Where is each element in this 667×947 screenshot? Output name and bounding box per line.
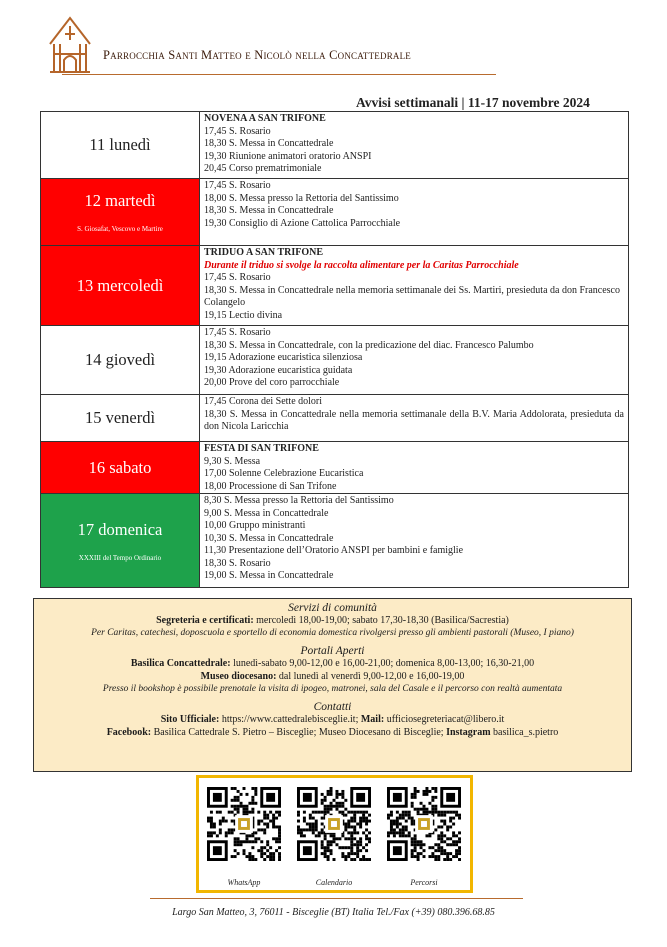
event-item: 17,45 S. Rosario bbox=[204, 272, 271, 283]
day-row bbox=[41, 326, 629, 395]
event-item: 11,30 Presentazione dell’Oratorio ANSPI per bambini e famiglie bbox=[204, 545, 464, 556]
contacts-heading: Contatti bbox=[313, 701, 352, 713]
events-cell bbox=[200, 442, 629, 494]
footer-address: Largo San Matteo, 3, 76011 - Bisceglie (BT) Italia Tel./Fax (+39) 080.396.68.85 bbox=[172, 907, 495, 918]
events-cell bbox=[200, 395, 629, 442]
event-item: 19,30 Adorazione eucaristica guidata bbox=[204, 364, 353, 376]
weekly-notices-title: Avvisi settimanali | 11-17 novembre 2024 bbox=[356, 95, 590, 110]
events-cell bbox=[200, 246, 629, 326]
day-label: 11 lunedì bbox=[89, 135, 151, 154]
day-label: 16 sabato bbox=[88, 457, 152, 477]
event-item: 17,45 S. Rosario bbox=[204, 125, 271, 137]
events-cell bbox=[200, 326, 629, 395]
event-item: 17,00 Solenne Celebrazione Eucaristica bbox=[204, 468, 364, 479]
footer-divider bbox=[150, 898, 523, 899]
secretariat-line: Segreteria e certificati: mercoledì 18,00-19,00; sabato 17,30-18,30 (Basilica/Sacrestia) bbox=[156, 615, 509, 626]
day-cell bbox=[41, 494, 200, 588]
parish-name: Parrocchia Santi Matteo e Nicolò nella Concattedrale bbox=[103, 48, 412, 62]
day-label: 17 domenica bbox=[77, 519, 163, 539]
day-label: 13 mercoledì bbox=[76, 275, 164, 295]
day-row bbox=[41, 395, 629, 442]
church-logo-icon bbox=[46, 14, 94, 74]
caritas-line: Per Caritas, catechesi, doposcuola e sportello di economia domestica rivolgersi presso gli ambienti pastorali (Museo, I piano) bbox=[91, 628, 574, 638]
event-heading: TRIDUO A SAN TRIFONE bbox=[204, 247, 324, 258]
services-heading: Servizi di comunità bbox=[288, 602, 377, 614]
day-label: 15 venerdì bbox=[84, 408, 156, 427]
event-item: 10,00 Gruppo ministranti bbox=[204, 520, 306, 531]
weekly-schedule-table bbox=[40, 111, 629, 588]
event-item: 17,45 Corona dei Sette dolori bbox=[204, 396, 323, 407]
event-item: 20,45 Corso prematrimoniale bbox=[204, 163, 322, 174]
event-item: 18,30 S. Messa in Concattedrale bbox=[204, 205, 334, 216]
open-portals-heading: Portali Aperti bbox=[300, 645, 365, 657]
website-mail-line: Sito Ufficiale: https://www.cattedralebisceglie.it; Mail: ufficiosegreteriacat@libero.it bbox=[160, 714, 505, 725]
qr-label-routes: Percorsi bbox=[410, 878, 438, 887]
event-heading: NOVENA A SAN TRIFONE bbox=[204, 113, 326, 124]
day-row bbox=[41, 246, 629, 326]
day-subtitle: XXXIII del Tempo Ordinario bbox=[78, 553, 162, 562]
calendar-qr-code[interactable] bbox=[297, 787, 371, 861]
day-cell bbox=[41, 246, 200, 326]
event-item: 19,00 S. Messa in Concattedrale bbox=[204, 570, 334, 581]
routes-qr-code[interactable] bbox=[387, 787, 461, 861]
event-item: 18,30 S. Messa in Concattedrale nella memoria settimanale dei Ss. Martiri, presieduta da don Francesco Colangelo bbox=[204, 284, 620, 308]
event-item: 17,45 S. Rosario bbox=[204, 180, 271, 191]
whatsapp-qr-code[interactable] bbox=[207, 787, 281, 861]
day-cell bbox=[41, 442, 200, 494]
day-cell bbox=[41, 395, 200, 442]
events-cell bbox=[200, 112, 629, 179]
event-item: 10,30 S. Messa in Concattedrale bbox=[204, 532, 334, 544]
events-cell bbox=[200, 494, 629, 588]
day-row bbox=[41, 494, 629, 588]
qr-codes-box bbox=[196, 775, 473, 893]
event-item: 18,00 S. Messa presso la Rettoria del Santissimo bbox=[204, 192, 399, 204]
day-row bbox=[41, 112, 629, 179]
event-item: 19,30 Riunione animatori oratorio ANSPI bbox=[204, 150, 372, 162]
event-item: 17,45 S. Rosario bbox=[204, 327, 271, 338]
header-divider bbox=[62, 74, 496, 75]
event-item: 20,00 Prove del coro parrocchiale bbox=[204, 377, 340, 388]
event-heading: FESTA DI SAN TRIFONE bbox=[204, 443, 319, 454]
museum-hours-line: Museo diocesano: dal lunedì al venerdì 9,00-12,00 e 16,00-19,00 bbox=[200, 671, 465, 682]
day-subtitle: S. Giosafat, Vescovo e Martire bbox=[77, 225, 163, 233]
event-item: 18,30 S. Rosario bbox=[204, 557, 271, 569]
day-label: 14 giovedì bbox=[84, 350, 156, 369]
bookshop-line: Presso il bookshop è possibile prenotale la visita di ipogeo, matronei, sala del Casale e il percorso con realtà aumentata bbox=[102, 684, 563, 694]
event-item: 19,30 Consiglio di Azione Cattolica Parrocchiale bbox=[204, 217, 401, 229]
event-item: 9,30 S. Messa bbox=[204, 455, 261, 467]
event-item: 9,00 S. Messa in Concattedrale bbox=[204, 507, 329, 519]
day-row bbox=[41, 442, 629, 494]
day-row bbox=[41, 179, 629, 246]
email-link[interactable]: ufficiosegreteriacat@libero.it bbox=[384, 714, 505, 725]
social-line: Facebook: Basilica Cattedrale S. Pietro – Bisceglie; Museo Diocesano di Bisceglie; Instagram basilica_s.pietro bbox=[106, 727, 559, 738]
day-label: 12 martedì bbox=[84, 191, 156, 210]
event-item: 18,30 S. Messa in Concattedrale, con la predicazione del diac. Francesco Palumbo bbox=[204, 339, 534, 351]
event-item: 8,30 S. Messa presso la Rettoria del Santissimo bbox=[204, 495, 394, 506]
day-cell bbox=[41, 112, 200, 179]
qr-label-whatsapp: WhatsApp bbox=[227, 878, 261, 887]
event-item: 19,15 Adorazione eucaristica silenziosa bbox=[204, 352, 363, 363]
event-note: Durante il triduo si svolge la raccolta alimentare per la Caritas Parrocchiale bbox=[204, 259, 519, 271]
basilica-hours-line: Basilica Concattedrale: lunedì-sabato 9,00-12,00 e 16,00-21,00; domenica 8,00-13,00; 16,30-21,00 bbox=[130, 658, 535, 669]
event-item: 18,30 S. Messa in Concattedrale bbox=[204, 138, 334, 149]
event-item: 18,30 S. Messa in Concattedrale nella memoria settimanale della B.V. Maria Addolorata, presieduta da don Nicola Laricchia bbox=[204, 408, 624, 432]
day-cell bbox=[41, 179, 200, 246]
events-cell bbox=[200, 179, 629, 246]
day-cell bbox=[41, 326, 200, 395]
event-item: 19,15 Lectio divina bbox=[204, 309, 283, 321]
services-panel bbox=[33, 598, 632, 772]
event-item: 18,00 Processione di San Trifone bbox=[204, 480, 337, 492]
qr-label-calendar: Calendario bbox=[315, 878, 353, 887]
website-link[interactable]: https://www.cattedralebisceglie.it; bbox=[219, 714, 359, 725]
